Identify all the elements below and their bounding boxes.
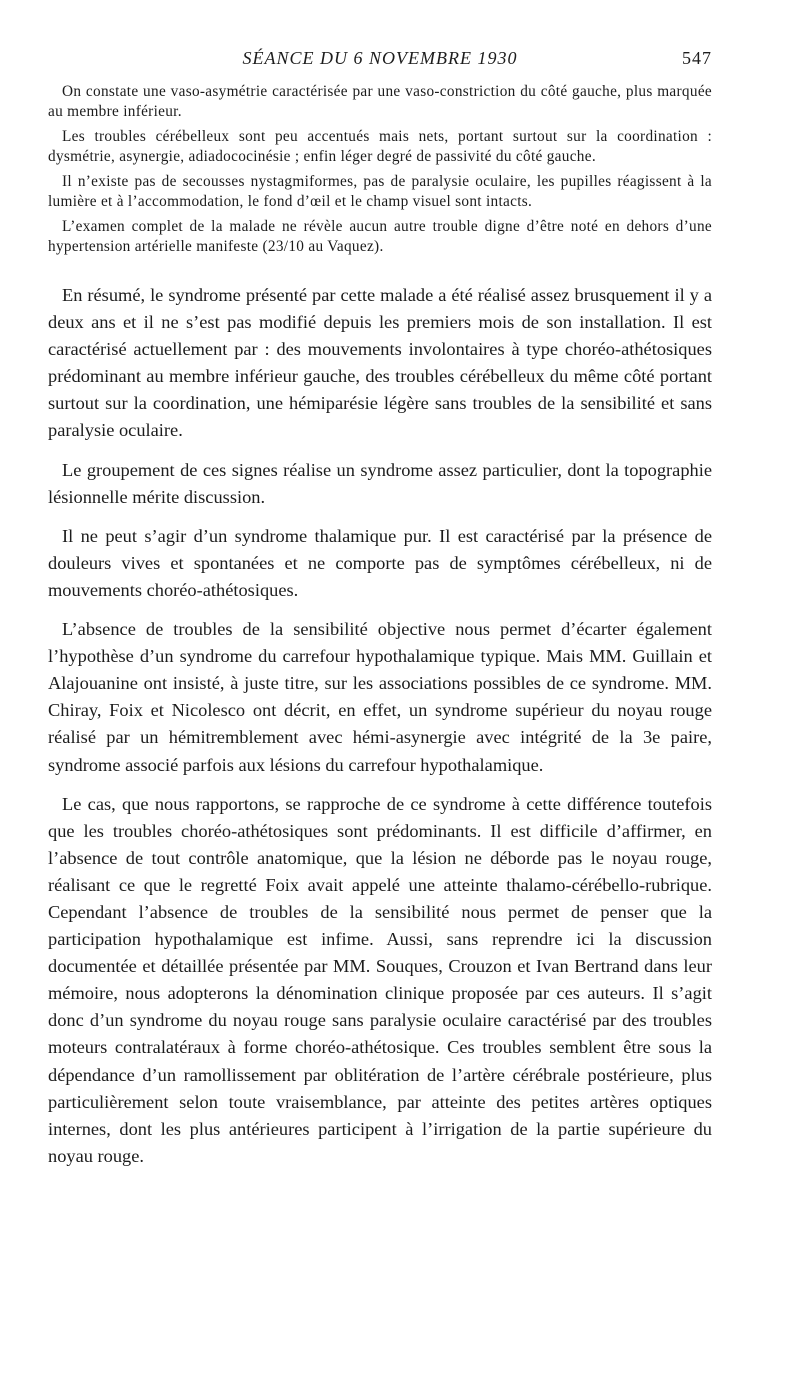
discussion-paragraph: Il ne peut s’agir d’un syndrome thalamique pur. Il est caractérisé par la présence de douleurs vives et spontanées et ne comporte pas de symptômes cérébelleux, ni de mouvements choréo-athétosiques. [48, 525, 712, 600]
case-report-block [48, 82, 712, 256]
running-title: SÉANCE DU 6 NOVEMBRE 1930 [242, 48, 518, 68]
case-paragraph: L’examen complet de la malade ne révèle aucun autre trouble digne d’être noté en dehors d’une hypertension artérielle manifeste (23/10 au Vaquez). [48, 218, 712, 255]
page-number: 547 [682, 48, 712, 68]
discussion-paragraph: En résumé, le syndrome présenté par cette malade a été réalisé assez brusquement il y a deux ans et il ne s’est pas modifié depuis les premiers mois de son installation. Il est caractérisé actuellement par : des mouvements involontaires à type choréo-athétosiques prédominant au membre inférieur gauche, des troubles cérébelleux du même côté portant surtout sur la coordination, une hémiparésie légère sans troubles de la sensibilité et sans paralysie oculaire. [48, 285, 712, 441]
case-paragraph: On constate une vaso-asymétrie caractérisée par une vaso-constriction du côté gauche, plus marquée au membre inférieur. [48, 83, 712, 120]
discussion-paragraph: Le groupement de ces signes réalise un syndrome assez particulier, dont la topographie lésionnelle mérite discussion. [48, 459, 712, 507]
discussion-paragraph: Le cas, que nous rapportons, se rapproche de ce syndrome à cette différence toutefois que les troubles choréo-athétosiques sont prédominants. Il est difficile d’affirmer, en l’absence de tout contrôle anatomique, que la lésion ne déborde pas le noyau rouge, réalisant ce que le regretté Foix avait appelé une atteinte thalamo-cérébello-rubrique. Cependant l’absence de troubles de la sensibilité nous permet de penser que la participation hypothalamique est infime. Aussi, sans reprendre ici la discussion documentée et détaillée présentée par MM. Souques, Crouzon et Ivan Bertrand dans leur mémoire, nous adopterons la dénomination clinique proposée par ces auteurs. Il s’agit donc d’un syndrome du noyau rouge sans paralysie oculaire caractérisé par des troubles moteurs contralatéraux à forme choréo-athétosique. Ces troubles semblent être sous la dépendance d’un ramollissement par oblitération de l’artère cérébrale postérieure, plus particulièrement selon toute vraisemblance, par atteinte des petites artères optiques internes, dont les plus antérieures participent à l’irrigation de la partie supérieure du noyau rouge. [48, 793, 712, 1166]
discussion-block [48, 282, 712, 1170]
running-header [48, 48, 712, 74]
case-paragraph: Les troubles cérébelleux sont peu accentués mais nets, portant surtout sur la coordination : dysmétrie, asynergie, adiadococinésie ; enfin léger degré de passivité du côté gauche. [48, 128, 712, 165]
case-paragraph: Il n’existe pas de secousses nystagmiformes, pas de paralysie oculaire, les pupilles réagissent à la lumière et à l’accommodation, le fond d’œil et le champ visuel sont intacts. [48, 173, 712, 210]
page [48, 48, 712, 1182]
discussion-paragraph: L’absence de troubles de la sensibilité objective nous permet d’écarter également l’hypothèse d’un syndrome du carrefour hypothalamique typique. Mais MM. Guillain et Alajouanine ont insisté, à juste titre, sur les associations possibles de ce syndrome. MM. Chiray, Foix et Nicolesco ont décrit, en effet, un syndrome supérieur du noyau rouge réalisé par un hémitremblement avec hémi-asynergie avec intégrité de la 3e paire, syndrome associé parfois aux lésions du carrefour hypothalamique. [48, 619, 712, 775]
